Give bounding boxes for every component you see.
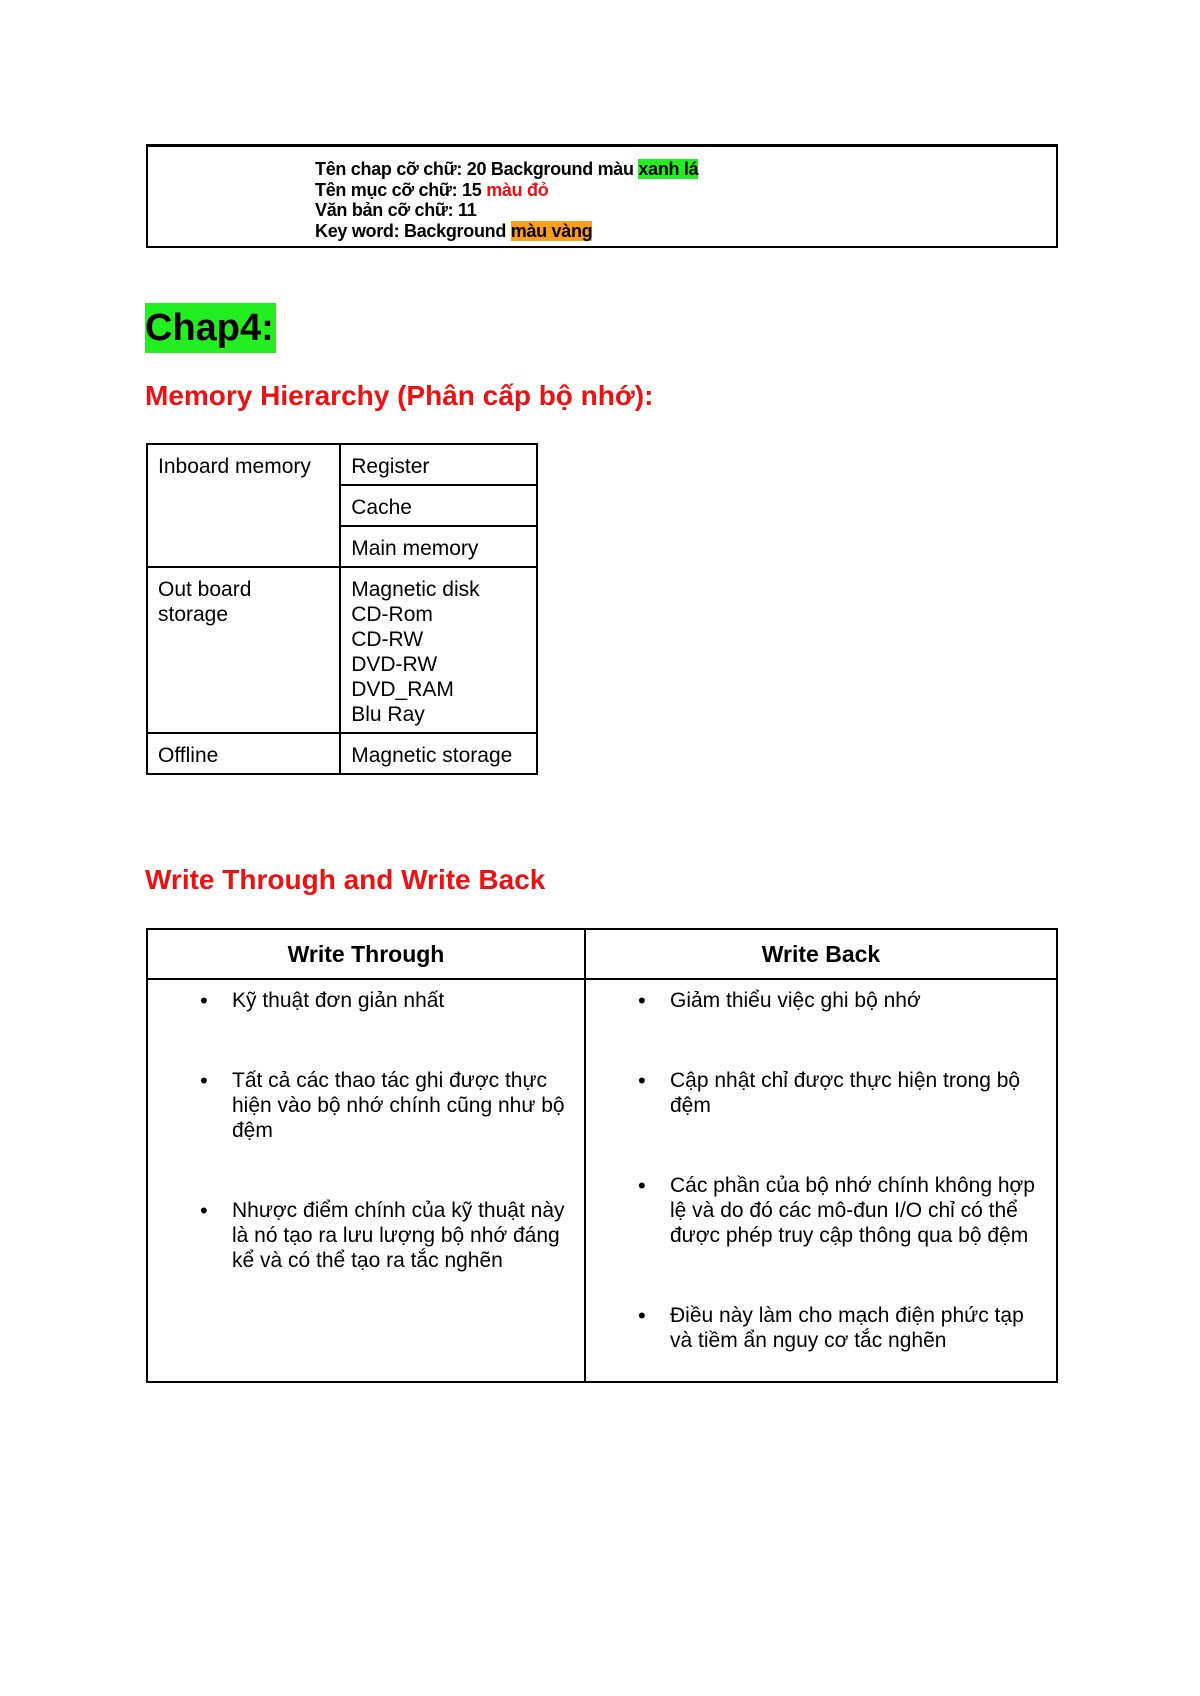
item-magnetic-storage: Magnetic storage bbox=[340, 733, 537, 774]
legend-lines bbox=[315, 159, 698, 241]
write-policy-title: Write Through and Write Back bbox=[145, 864, 546, 895]
list-item: CD-RW bbox=[351, 628, 424, 651]
list-item: • Kỹ thuật đơn giản nhất bbox=[160, 988, 572, 1013]
chapter-title: Chap4: bbox=[145, 303, 276, 353]
legend-line-section: Tên mục cỡ chữ: 15 màu đỏ bbox=[315, 179, 549, 200]
list-item: • Nhược điểm chính của kỹ thuật này là nó tạo ra lưu lượng bộ nhớ đáng kể và có thể tạo ra tắc nghẽn bbox=[160, 1198, 572, 1273]
list-item: • Các phần của bộ nhớ chính không hợp lệ và do đó các mô-đun I/O chỉ có thể được phép truy cập thông qua bộ đệm bbox=[598, 1173, 1044, 1248]
legend-box bbox=[146, 144, 1058, 248]
write-policy-table bbox=[146, 928, 1058, 1383]
table-row bbox=[147, 733, 537, 774]
legend-line-keyword: Key word: Background màu vàng bbox=[315, 220, 593, 241]
list-item: • Cập nhật chỉ được thực hiện trong bộ đệm bbox=[598, 1068, 1044, 1118]
item-register: Register bbox=[340, 444, 537, 485]
list-item: DVD_RAM bbox=[351, 678, 454, 701]
list-item: • Điều này làm cho mạch điện phức tạp và tiềm ẩn nguy cơ tắc nghẽn bbox=[598, 1303, 1044, 1353]
write-through-list bbox=[160, 988, 572, 1273]
item-main-memory: Main memory bbox=[340, 526, 537, 567]
legend-green-keyword: xanh lá bbox=[638, 159, 699, 179]
list-item: Blu Ray bbox=[351, 703, 425, 726]
memory-hierarchy-title: Memory Hierarchy (Phân cấp bộ nhớ): bbox=[145, 380, 654, 411]
list-item: Magnetic disk bbox=[351, 578, 480, 601]
table-row bbox=[147, 444, 537, 485]
table-row bbox=[147, 567, 537, 733]
legend-line-body: Văn bản cỡ chữ: 11 bbox=[315, 200, 477, 220]
write-back-list bbox=[598, 988, 1044, 1353]
group-offline: Offline bbox=[147, 733, 340, 774]
table-header-row bbox=[147, 929, 1057, 979]
write-back-cell bbox=[585, 979, 1057, 1382]
list-item: CD-Rom bbox=[351, 603, 433, 626]
group-inboard: Inboard memory bbox=[147, 444, 340, 567]
item-cache: Cache bbox=[340, 485, 537, 526]
write-through-cell bbox=[147, 979, 585, 1382]
group-outboard: Out board storage bbox=[147, 567, 340, 733]
outboard-items bbox=[340, 567, 537, 733]
header-write-through: Write Through bbox=[147, 929, 585, 979]
list-item: • Giảm thiểu việc ghi bộ nhớ bbox=[598, 988, 1044, 1013]
memory-hierarchy-table bbox=[146, 443, 538, 775]
list-item: • Tất cả các thao tác ghi được thực hiện vào bộ nhớ chính cũng như bộ đệm bbox=[160, 1068, 572, 1143]
list-item: DVD-RW bbox=[351, 653, 438, 676]
legend-orange-keyword: màu vàng bbox=[510, 220, 593, 241]
header-write-back: Write Back bbox=[585, 929, 1057, 979]
table-row bbox=[147, 979, 1057, 1382]
legend-red-keyword: màu đỏ bbox=[486, 179, 549, 200]
legend-line-chap: Tên chap cỡ chữ: 20 Background màu xanh lá bbox=[315, 159, 699, 179]
